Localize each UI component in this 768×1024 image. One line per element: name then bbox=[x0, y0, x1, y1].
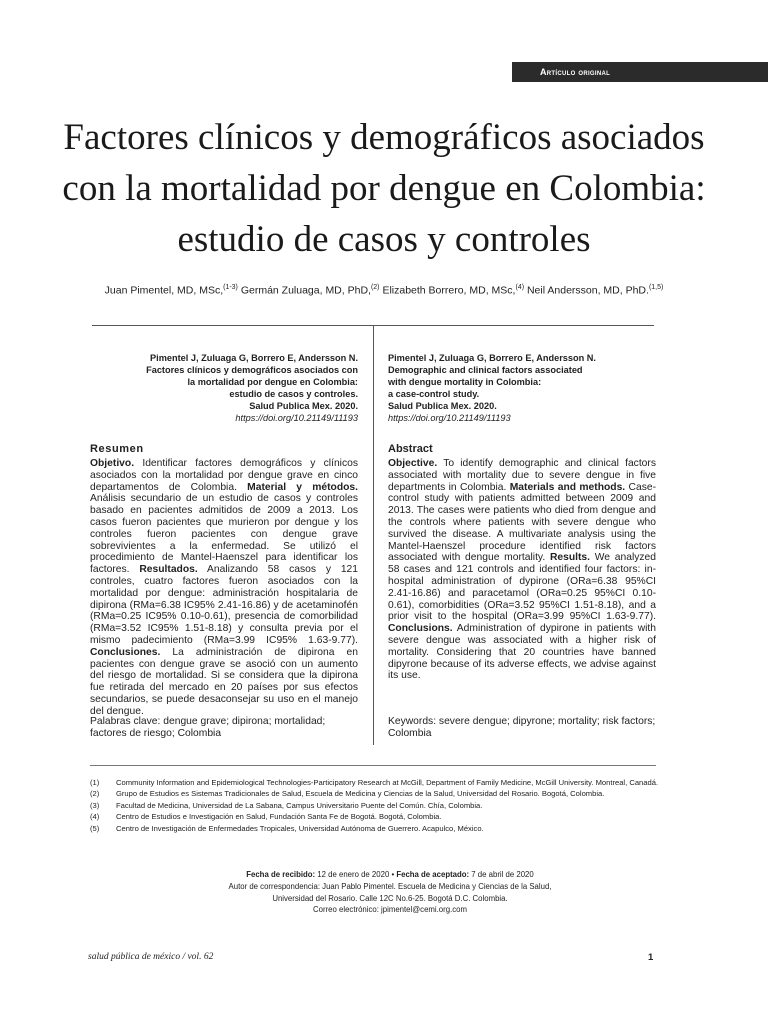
affiliation-item bbox=[90, 777, 670, 788]
abstract-objective-label: Objective. bbox=[388, 458, 438, 469]
affiliation-item bbox=[90, 811, 670, 822]
resumen-metodos: Análisis secundario de un estudio de casos y controles basado en pacientes admitidos de 2009 a 2013. Los casos fueron pacientes que murieron por dengue y los controles fueron pacientes con dengue grave sobrevivientes a la enfermedad. Se utilizó el procedimiento de Mantel-Haenszel para identificar los factores. bbox=[90, 493, 358, 576]
abstract-results: We analyzed 58 cases and 121 controls and identified four factors: in-hospital administration of dypirone (ORa=6.38 95%CI 2.41-16.86) and paracetamol (ORa=0.25 95%CI 0.10-0.61), comorbidities (ORa=3.52 95%CI 1.51-8.18), and a prior visit to the hospital (ORa=3.99 95%CI 1.63-9.77). bbox=[388, 552, 656, 623]
resumen-metodos-label: Material y métodos. bbox=[247, 481, 358, 493]
citation-spanish bbox=[110, 352, 358, 424]
author-3-affiliation: (4) bbox=[515, 284, 525, 291]
citation-en-line: Salud Publica Mex. 2020. bbox=[388, 401, 497, 411]
column-divider bbox=[373, 325, 374, 745]
citation-es-line: Factores clínicos y demográficos asociados con bbox=[146, 365, 358, 375]
abstract-body bbox=[388, 458, 656, 682]
footnote-divider bbox=[90, 765, 656, 766]
received-label: Fecha de recibido: bbox=[246, 870, 316, 879]
citation-english bbox=[388, 352, 658, 424]
title-line-2: con la mortalidad por dengue en Colombia: bbox=[62, 168, 706, 209]
affiliation-text: Centro de Investigación de Enfermedades Tropicales, Universidad Autónoma de Guerrero. Acapulco, México. bbox=[116, 823, 484, 833]
article-type-label: Artículo original bbox=[512, 62, 768, 82]
correspondence-email[interactable]: Correo electrónico: jpimentel@cemi.org.com bbox=[313, 905, 467, 915]
citation-en-doi-link[interactable]: https://doi.org/10.21149/11193 bbox=[388, 413, 511, 423]
publication-dates bbox=[180, 869, 600, 916]
title-line-3: estudio de casos y controles bbox=[177, 219, 591, 260]
affiliation-number: (3) bbox=[90, 800, 100, 810]
keywords-english: Keywords: severe dengue; dipyrone; mortality; risk factors; Colombia bbox=[388, 716, 656, 739]
affiliation-number: (4) bbox=[90, 812, 100, 822]
resumen-body bbox=[90, 458, 358, 718]
affiliation-text: Grupo de Estudios es Sistemas Tradicionales de Salud, Escuela de Medicina y Ciencias de la Salud, Universidad del Rosario. Bogotá, Colombia. bbox=[116, 789, 605, 799]
affiliation-text: Facultad de Medicina, Universidad de La Sabana, Campus Universitario Puente del Común. Chía, Colombia. bbox=[116, 800, 483, 810]
resumen-objetivo-label: Objetivo. bbox=[90, 458, 135, 469]
citation-en-line: Demographic and clinical factors associated bbox=[388, 365, 583, 375]
abstract-methods-label: Materials and methods. bbox=[509, 481, 626, 493]
citation-es-line: Salud Publica Mex. 2020. bbox=[249, 401, 358, 411]
affiliation-item bbox=[90, 823, 670, 834]
abstract-objective: To identify demographic and clinical factors associated with mortality due to severe dengue in five departments in Colombia. bbox=[388, 458, 656, 493]
citation-en-line: a case-control study. bbox=[388, 389, 480, 399]
keywords-spanish: Palabras clave: dengue grave; dipirona; mortalidad; factores de riesgo; Colombia bbox=[90, 716, 326, 739]
citation-es-line: la mortalidad por dengue en Colombia: bbox=[187, 377, 358, 387]
author-1: Juan Pimentel, MD, MSc, bbox=[104, 284, 224, 297]
affiliation-list bbox=[90, 777, 670, 834]
author-4-affiliation: (1,5) bbox=[648, 284, 664, 291]
affiliation-text: Community Information and Epidemiological Technologies-Participatory Research at McGill, Department of Family Medicine, McGill University. Montreal, Canadá. bbox=[116, 778, 659, 787]
page-number: 1 bbox=[648, 952, 654, 963]
affiliation-number: (1) bbox=[90, 778, 100, 787]
author-3: Elizabeth Borrero, MD, MSc, bbox=[382, 284, 516, 297]
resumen-objetivo: Identificar factores demográficos y clínicos asociados con la mortalidad por dengue grave en cinco departamentos de Colombia. bbox=[90, 458, 358, 493]
affiliation-number: (5) bbox=[90, 823, 100, 833]
citation-es-line: Pimentel J, Zuluaga G, Borrero E, Andersson N. bbox=[150, 353, 358, 363]
article-title bbox=[60, 112, 708, 265]
affiliation-item bbox=[90, 800, 670, 811]
abstract-heading: Abstract bbox=[388, 443, 433, 455]
affiliation-number: (2) bbox=[90, 789, 100, 799]
author-1-affiliation: (1-3) bbox=[223, 284, 238, 291]
resumen-conclusiones: La administración de dipirona en pacientes con dengue grave se asoció con un aumento del riesgo de mortalidad. Si se considera que la dipirona fue retirada del mercado en 20 países por sus efectos secundarios, se puede desaconsejar su uso en el manejo del dengue. bbox=[90, 646, 358, 717]
accepted-date: 7 de abril de 2020 bbox=[469, 870, 534, 879]
affiliation-item bbox=[90, 788, 670, 799]
resumen-conclusiones-label: Conclusiones. bbox=[90, 646, 161, 658]
resumen-resultados-label: Resultados. bbox=[139, 564, 198, 576]
citation-es-doi-link[interactable]: https://doi.org/10.21149/11193 bbox=[235, 413, 358, 423]
author-list bbox=[40, 284, 728, 297]
citation-es-line: estudio de casos y controles. bbox=[229, 389, 358, 399]
author-2-affiliation: (2) bbox=[370, 284, 380, 291]
abstract-conclusions-label: Conclusions. bbox=[388, 623, 453, 635]
title-line-1: Factores clínicos y demográficos asociados bbox=[63, 117, 705, 158]
author-2: Germán Zuluaga, MD, PhD, bbox=[240, 284, 371, 297]
citation-en-line: with dengue mortality in Colombia: bbox=[388, 377, 542, 387]
accepted-label: Fecha de aceptado: bbox=[396, 870, 470, 879]
citation-en-line: Pimentel J, Zuluaga G, Borrero E, Andersson N. bbox=[388, 353, 596, 363]
received-date: 12 de enero de 2020 • bbox=[315, 870, 397, 879]
resumen-resultados: Analizando 58 casos y 121 controles, cuatro factores fueron asociados con la mortalidad por dengue: administración hospitalaria de dipirona (RMa=6.38 IC95% 2.41-16.86) y de acetaminofén (RMa=0.25 IC95% 0.10-0.61), presencia de comorbilidad (RMa=3.52 IC95% 1.51-8.18) y consulta previa por el mismo padecimiento (RMa=3.99 IC95% 1.63-9.77). bbox=[90, 564, 358, 646]
correspondence-line-1: Autor de correspondencia: Juan Pablo Pimentel. Escuela de Medicina y Ciencias de la Salud, bbox=[228, 881, 552, 891]
dates-line bbox=[180, 869, 600, 881]
author-4: Neil Andersson, MD, PhD. bbox=[526, 284, 649, 297]
correspondence-line-2: Universidad del Rosario. Calle 12C No.6-25. Bogotá D.C. Colombia. bbox=[272, 893, 508, 903]
journal-footer: salud pública de méxico / vol. 62 bbox=[88, 952, 214, 962]
abstract-results-label: Results. bbox=[549, 552, 590, 564]
abstract-conclusions: Administration of dypirone in patients with severe dengue was associated with a higher risk of mortality. Considering that 20 countries have banned dipyrone because of its adverse effects, we advise against its use. bbox=[388, 623, 656, 682]
abstract-methods: Case-control study with patients admitted between 2009 and 2013. The cases were patients who died from dengue and the controls where patients with severe dengue who survived the disease. A multivariate analysis using the Mantel-Haenszel procedure identified risk factors associated with dengue mortality. bbox=[388, 481, 657, 564]
affiliation-text: Centro de Estudios e Investigación en Salud, Fundación Santa Fe de Bogotá. Bogotá, Colombia. bbox=[116, 812, 442, 822]
resumen-heading: Resumen bbox=[90, 443, 144, 455]
